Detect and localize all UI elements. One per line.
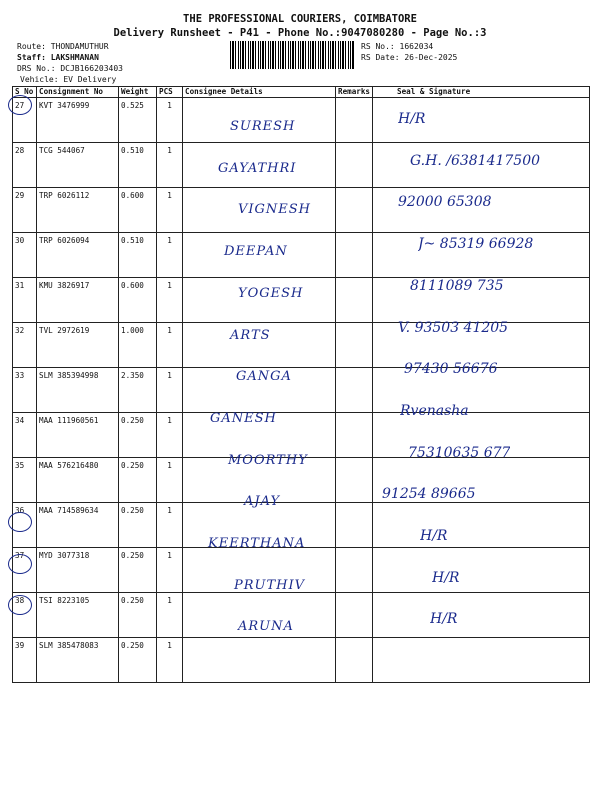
pcs-cell: 1	[157, 593, 183, 638]
consignment-cell: MAA 111960561	[37, 413, 119, 458]
handwritten-consignee-name: ARUNA	[238, 619, 294, 635]
sno-cell: 32	[13, 323, 37, 368]
circled-number-mark	[8, 512, 32, 532]
handwritten-signature: Rvenasha	[400, 402, 469, 419]
handwritten-signature: 8111089 735	[410, 277, 504, 294]
staff-text: Staff: LAKSHMANAN	[17, 53, 99, 62]
route-text: Route: THONDAMUTHUR	[17, 42, 109, 51]
sno-cell: 29	[13, 188, 37, 233]
pcs-cell: 1	[157, 278, 183, 323]
table-row	[13, 638, 590, 683]
sno-cell: 37	[13, 548, 37, 593]
sno-cell: 33	[13, 368, 37, 413]
handwritten-signature: 97430 56676	[404, 361, 498, 378]
weight-cell: 0.510	[119, 233, 157, 278]
handwritten-consignee-name: GAYATHRI	[218, 160, 297, 176]
weight-cell: 0.600	[119, 278, 157, 323]
weight-cell: 0.250	[119, 593, 157, 638]
consignment-cell: TCG 544067	[37, 143, 119, 188]
pcs-cell: 1	[157, 413, 183, 458]
table-row	[13, 98, 590, 143]
sno-cell: 39	[13, 638, 37, 683]
handwritten-signature: G.H. /6381417500	[410, 152, 541, 169]
remarks-cell	[336, 188, 373, 233]
consignment-cell: MAA 576216480	[37, 458, 119, 503]
consignment-cell: SLM 385478083	[37, 638, 119, 683]
remarks-cell	[336, 143, 373, 188]
weight-cell: 0.600	[119, 188, 157, 233]
handwritten-consignee-name: GANGA	[236, 369, 292, 385]
signature-cell	[373, 638, 590, 683]
consignment-cell: TRP 6026112	[37, 188, 119, 233]
handwritten-signature: 91254 89665	[382, 486, 476, 503]
runsheet-table	[12, 86, 590, 683]
handwritten-signature: 92000 65308	[398, 194, 492, 211]
handwritten-signature: H/R	[432, 569, 460, 586]
consignment-cell: MAA 714589634	[37, 503, 119, 548]
rs-date-text: RS Date: 26-Dec-2025	[361, 53, 458, 62]
signature-cell	[373, 503, 590, 548]
remarks-cell	[336, 368, 373, 413]
pcs-cell: 1	[157, 188, 183, 233]
col-remarks: Remarks	[336, 87, 373, 98]
remarks-cell	[336, 458, 373, 503]
sno-cell: 31	[13, 278, 37, 323]
pcs-cell: 1	[157, 458, 183, 503]
pcs-cell: 1	[157, 323, 183, 368]
weight-cell: 0.250	[119, 638, 157, 683]
handwritten-signature: 75310635 677	[408, 444, 511, 461]
pcs-cell: 1	[157, 98, 183, 143]
pcs-cell: 1	[157, 143, 183, 188]
handwritten-consignee-name: GANESH	[210, 410, 277, 426]
signature-cell	[373, 548, 590, 593]
handwritten-signature: H/R	[420, 528, 448, 544]
remarks-cell	[336, 593, 373, 638]
col-pcs: PCS	[157, 87, 183, 98]
sno-cell: 34	[13, 413, 37, 458]
table-row	[13, 593, 590, 638]
weight-cell: 0.250	[119, 458, 157, 503]
col-weight: Weight	[119, 87, 157, 98]
col-signature: Seal & Signature	[373, 87, 590, 98]
handwritten-consignee-name: PRUTHIV	[234, 577, 306, 593]
pcs-cell: 1	[157, 368, 183, 413]
sno-cell: 28	[13, 143, 37, 188]
handwritten-consignee-name: ARTS	[230, 327, 271, 343]
consignee-cell	[183, 638, 336, 683]
consignment-cell: TSI 8223105	[37, 593, 119, 638]
sno-cell: 38	[13, 593, 37, 638]
meta-left	[17, 41, 123, 85]
consignment-cell: TVL 2972619	[37, 323, 119, 368]
handwritten-signature: H/R	[430, 611, 458, 628]
handwritten-consignee-name: VIGNESH	[238, 202, 312, 218]
table-header-row	[13, 87, 590, 98]
handwritten-signature: J~ 85319 66928	[418, 236, 534, 253]
handwritten-consignee-name: AJAY	[244, 494, 281, 510]
consignment-cell: SLM 385394998	[37, 368, 119, 413]
weight-cell: 0.250	[119, 548, 157, 593]
weight-cell: 0.510	[119, 143, 157, 188]
handwritten-consignee-name: DEEPAN	[224, 244, 288, 260]
sno-cell: 27	[13, 98, 37, 143]
handwritten-consignee-name: MOORTHY	[228, 452, 308, 468]
weight-cell: 0.250	[119, 413, 157, 458]
remarks-cell	[336, 638, 373, 683]
remarks-cell	[336, 413, 373, 458]
sno-cell: 36	[13, 503, 37, 548]
barcode-icon	[230, 41, 354, 69]
col-consignee: Consignee Details	[183, 87, 336, 98]
company-title: THE PROFESSIONAL COURIERS, COIMBATORE	[183, 13, 417, 25]
weight-cell: 1.000	[119, 323, 157, 368]
pcs-cell: 1	[157, 638, 183, 683]
runsheet-title: Delivery Runsheet - P41 - Phone No.:9047080280 - Page No.:3	[113, 27, 487, 39]
handwritten-signature: V. 93503 41205	[398, 319, 509, 336]
sno-cell: 35	[13, 458, 37, 503]
weight-cell: 0.250	[119, 503, 157, 548]
remarks-cell	[336, 233, 373, 278]
weight-cell: 2.350	[119, 368, 157, 413]
vehicle-text: Vehicle: EV Delivery	[20, 75, 117, 84]
drs-text: DRS No.: DCJB166203403	[17, 64, 123, 73]
col-sno: S No	[13, 87, 37, 98]
weight-cell: 0.525	[119, 98, 157, 143]
col-consignment: Consignment No	[37, 87, 119, 98]
remarks-cell	[336, 548, 373, 593]
handwritten-consignee-name: KEERTHANA	[208, 536, 306, 551]
sno-cell: 30	[13, 233, 37, 278]
consignment-cell: TRP 6026094	[37, 233, 119, 278]
consignment-cell: KVT 3476999	[37, 98, 119, 143]
handwritten-signature: H/R	[398, 111, 426, 127]
remarks-cell	[336, 323, 373, 368]
circled-number-mark	[8, 554, 32, 574]
rs-no-text: RS No.: 1662034	[361, 42, 434, 51]
handwritten-consignee-name: YOGESH	[238, 285, 304, 301]
handwritten-consignee-name: SURESH	[230, 119, 296, 134]
table-row	[13, 368, 590, 413]
consignment-cell: KMU 3826917	[37, 278, 119, 323]
signature-cell	[373, 593, 590, 638]
pcs-cell: 1	[157, 233, 183, 278]
remarks-cell	[336, 98, 373, 143]
remarks-cell	[336, 278, 373, 323]
pcs-cell: 1	[157, 548, 183, 593]
consignment-cell: MYD 3077318	[37, 548, 119, 593]
meta-right	[361, 41, 457, 63]
circled-number-mark	[8, 95, 32, 115]
pcs-cell: 1	[157, 503, 183, 548]
remarks-cell	[336, 503, 373, 548]
